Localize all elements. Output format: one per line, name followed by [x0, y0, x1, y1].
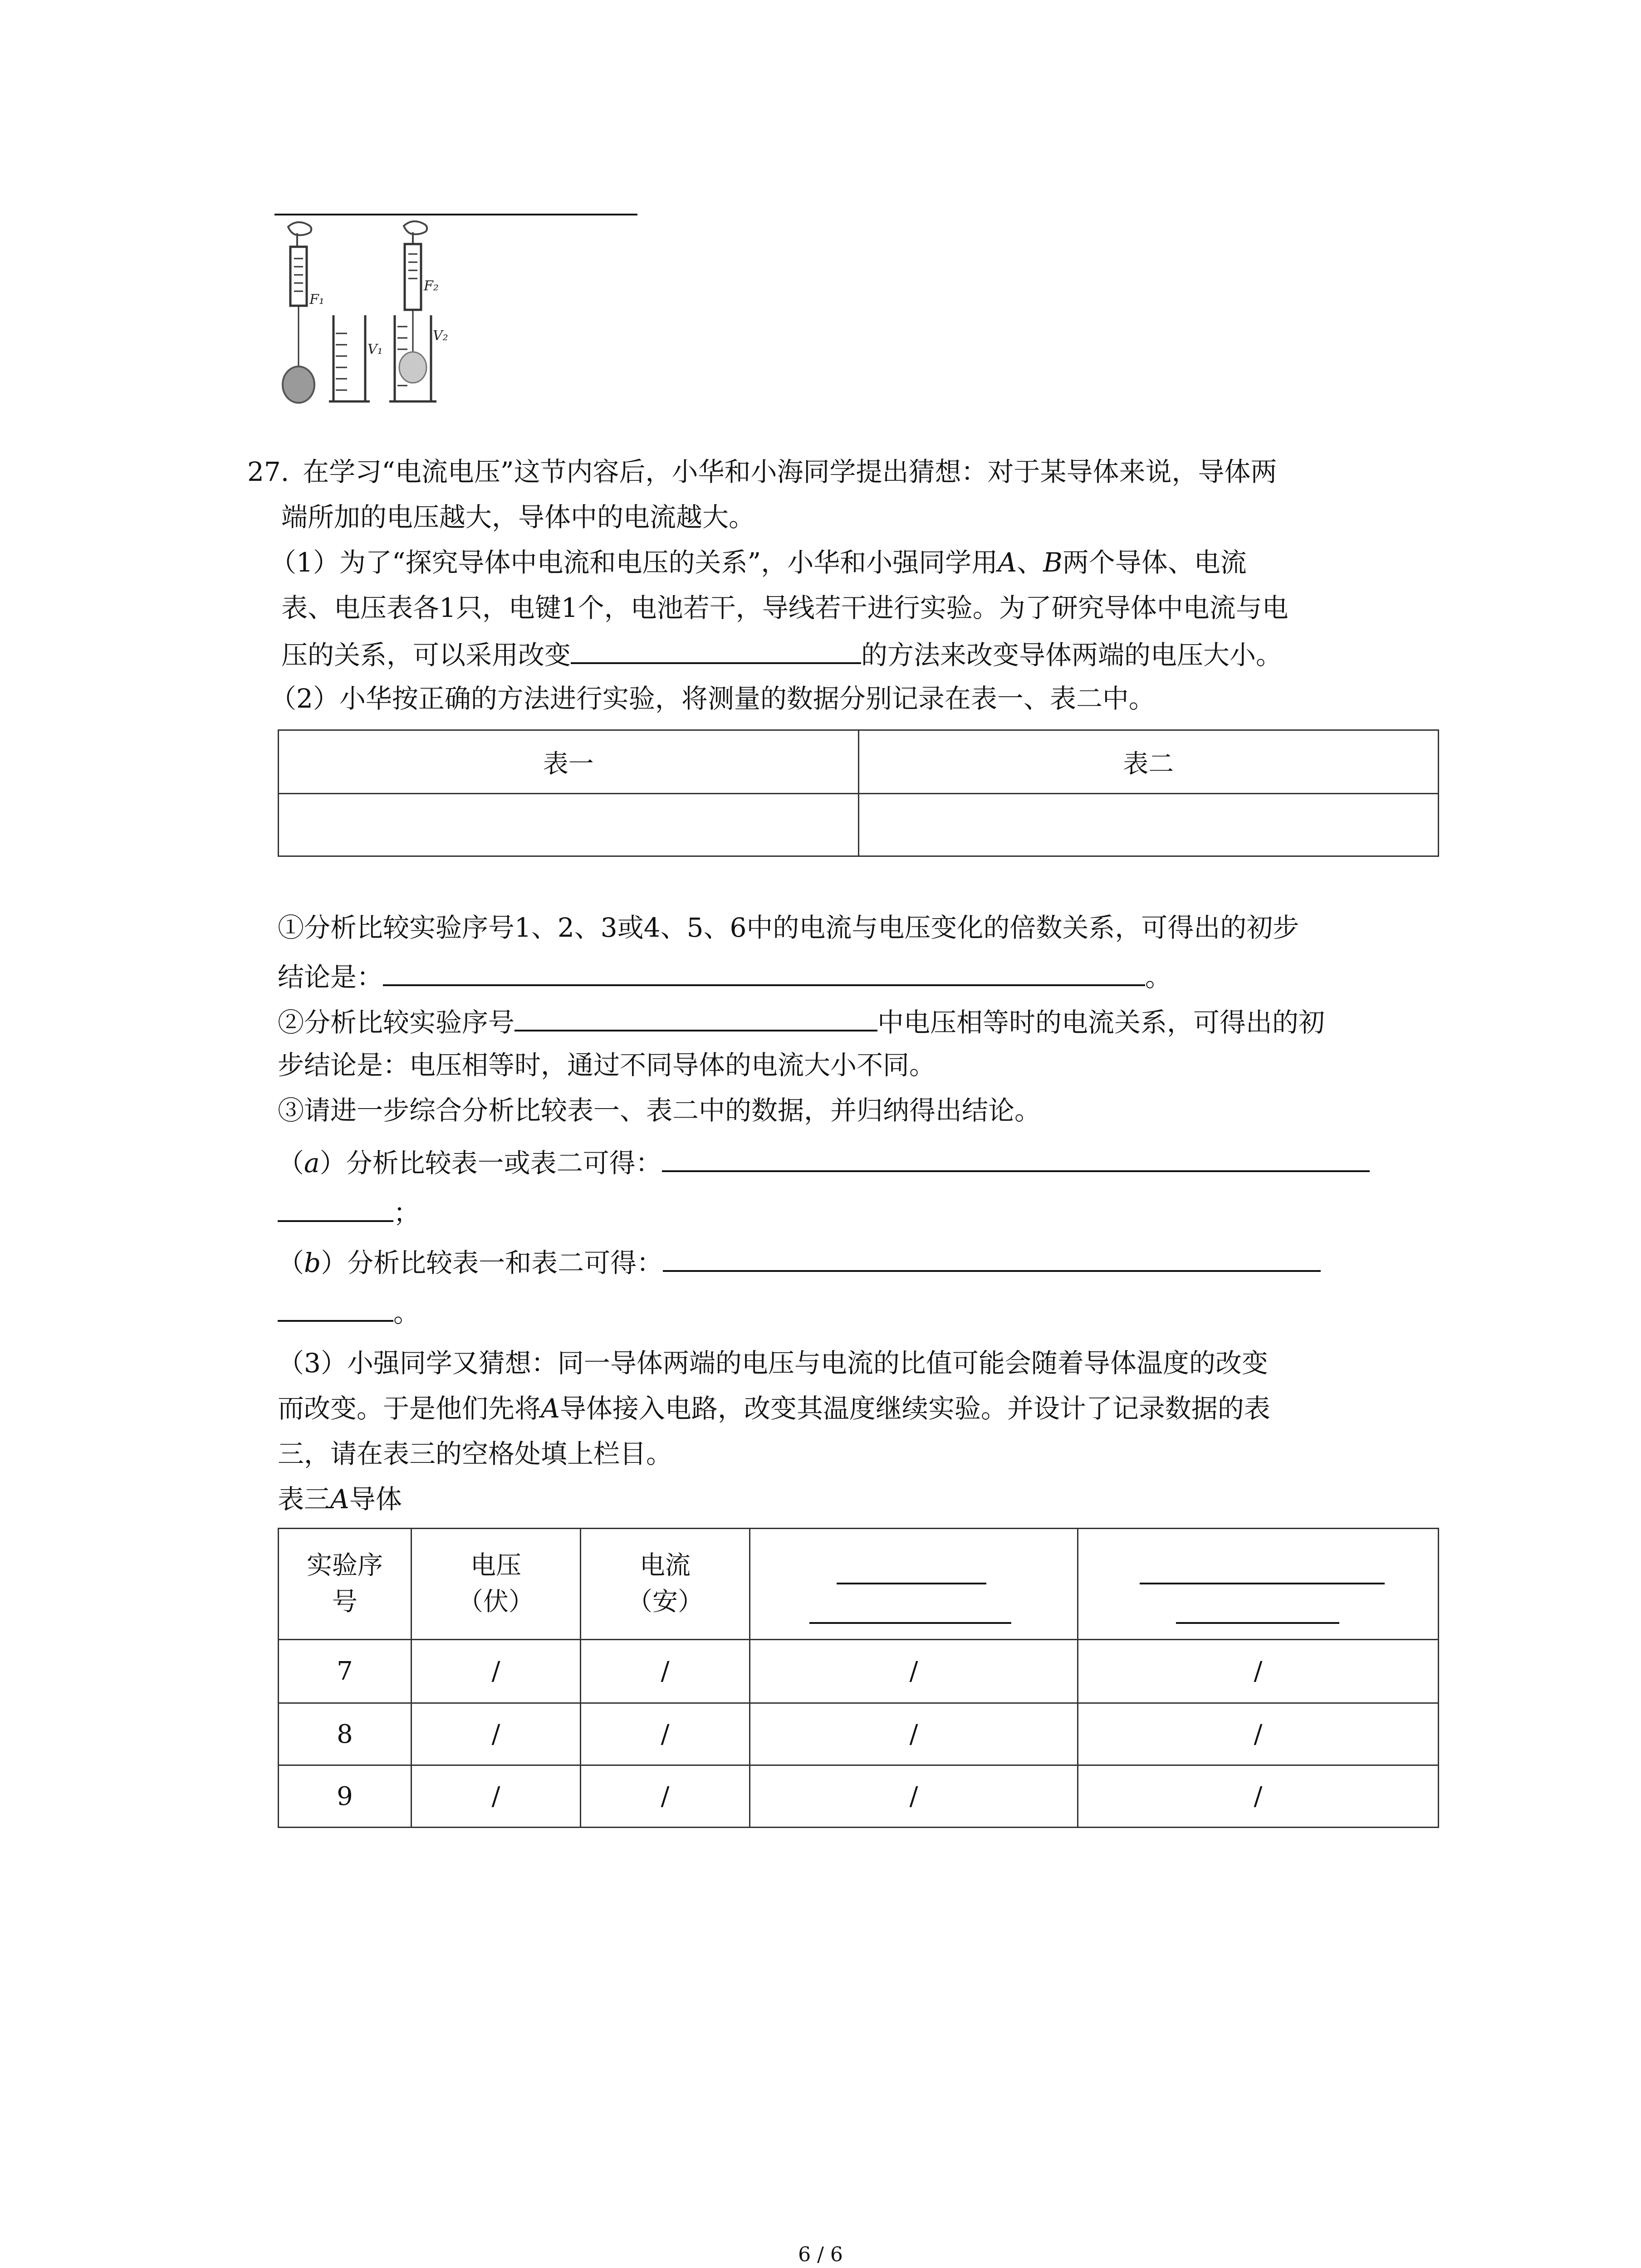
conclusion-1-line-2: 结论是： 。	[278, 957, 1171, 995]
table-row: 8 / / / /	[279, 1703, 1439, 1765]
spring-scale-figure	[272, 218, 490, 426]
conclusion-3-line-1: ③请进一步综合分析比较表一、表二中的数据，并归纳得出结论。	[278, 1095, 1041, 1126]
part3-line-2: 而改变。于是他们先将A导体接入电路，改变其温度继续实验。并设计了记录数据的表	[278, 1393, 1270, 1424]
answer-blank-2[interactable]	[383, 957, 1145, 986]
beaker-1	[329, 315, 370, 401]
conclusion-1-line-1: ①分析比较实验序号1、2、3或4、5、6中的电流与电压变化的倍数关系，可得出的初步	[278, 912, 1299, 943]
left-hand-icon	[288, 222, 311, 247]
answer-blank-4[interactable]	[662, 1143, 1370, 1172]
part1-line-2: 表、电压表各1只，电键1个，电池若干，导线若干进行实验。为了研究导体中电流与电	[281, 592, 1288, 623]
label-f2: F₂	[424, 278, 439, 294]
part2-line-1: （2）小华按正确的方法进行实验，将测量的数据分别记录在表一、表二中。	[270, 683, 1155, 714]
part3-line-1: （3）小强同学又猜想：同一导体两端的电压与电流的比值可能会随着导体温度的改变	[278, 1348, 1268, 1378]
conclusion-2-line-1: ②分析比较实验序号 中电压相等时的电流关系，可得出的初	[278, 1002, 1325, 1041]
table2-header: 表二	[858, 730, 1439, 794]
answer-blank-3[interactable]	[514, 1002, 877, 1031]
label-v2: V₂	[433, 328, 448, 344]
conclusion-2-line-2: 步结论是：电压相等时，通过不同导体的电流大小不同。	[278, 1050, 936, 1080]
table-one-two	[278, 729, 1439, 857]
left-spring-scale	[290, 247, 307, 306]
table-three	[278, 1528, 1439, 1828]
header-blank-2[interactable]	[1078, 1529, 1439, 1640]
table3-caption: 表三A导体	[278, 1484, 402, 1515]
conclusion-b-cont: 。	[278, 1293, 420, 1331]
answer-blank-6[interactable]	[663, 1243, 1321, 1272]
answer-blank-7[interactable]	[278, 1293, 393, 1322]
part1-line-3: 压的关系，可以采用改变 的方法来改变导体两端的电压大小。	[281, 635, 1282, 673]
table2-cell	[858, 794, 1439, 856]
answer-blank-5[interactable]	[278, 1193, 393, 1222]
header-current: 电流 （安）	[581, 1529, 750, 1640]
part3-line-3: 三，请在表三的空格处填上栏目。	[278, 1438, 673, 1469]
header-seq: 实验序 号	[279, 1529, 411, 1640]
conclusion-b-line: （b）分析比较表一和表二可得：	[278, 1243, 1321, 1281]
q27-intro-line-1: 27. 在学习“电流电压”这节内容后，小华和小海同学提出猜想：对于某导体来说，导体两	[247, 456, 1277, 487]
rock-icon	[283, 367, 314, 403]
conclusion-a-cont: ；	[278, 1193, 420, 1231]
part1-line-1: （1）为了“探究导体中电流和电压的关系”，小华和小强同学用A、B两个导体、电流	[270, 547, 1247, 578]
label-f1: F₁	[309, 292, 324, 308]
table-row: 9 / / / /	[279, 1765, 1439, 1828]
answer-blank-1[interactable]	[571, 635, 861, 664]
label-v1: V₁	[367, 342, 383, 357]
top-rule	[274, 214, 637, 215]
table1-cell	[279, 794, 859, 856]
header-blank-1[interactable]	[750, 1529, 1078, 1640]
table1-header: 表一	[279, 730, 859, 794]
q27-intro-line-2: 端所加的电压越大，导体中的电流越大。	[281, 502, 755, 533]
header-voltage: 电压 （伏）	[411, 1529, 581, 1640]
table-row: 7 / / / /	[279, 1640, 1439, 1703]
page-footer: 6 / 6	[798, 2243, 843, 2266]
question-number: 27.	[247, 456, 289, 487]
submerged-rock-icon	[399, 352, 426, 383]
right-hand-icon	[404, 221, 427, 244]
conclusion-a-line: （a）分析比较表一或表二可得：	[278, 1143, 1370, 1181]
